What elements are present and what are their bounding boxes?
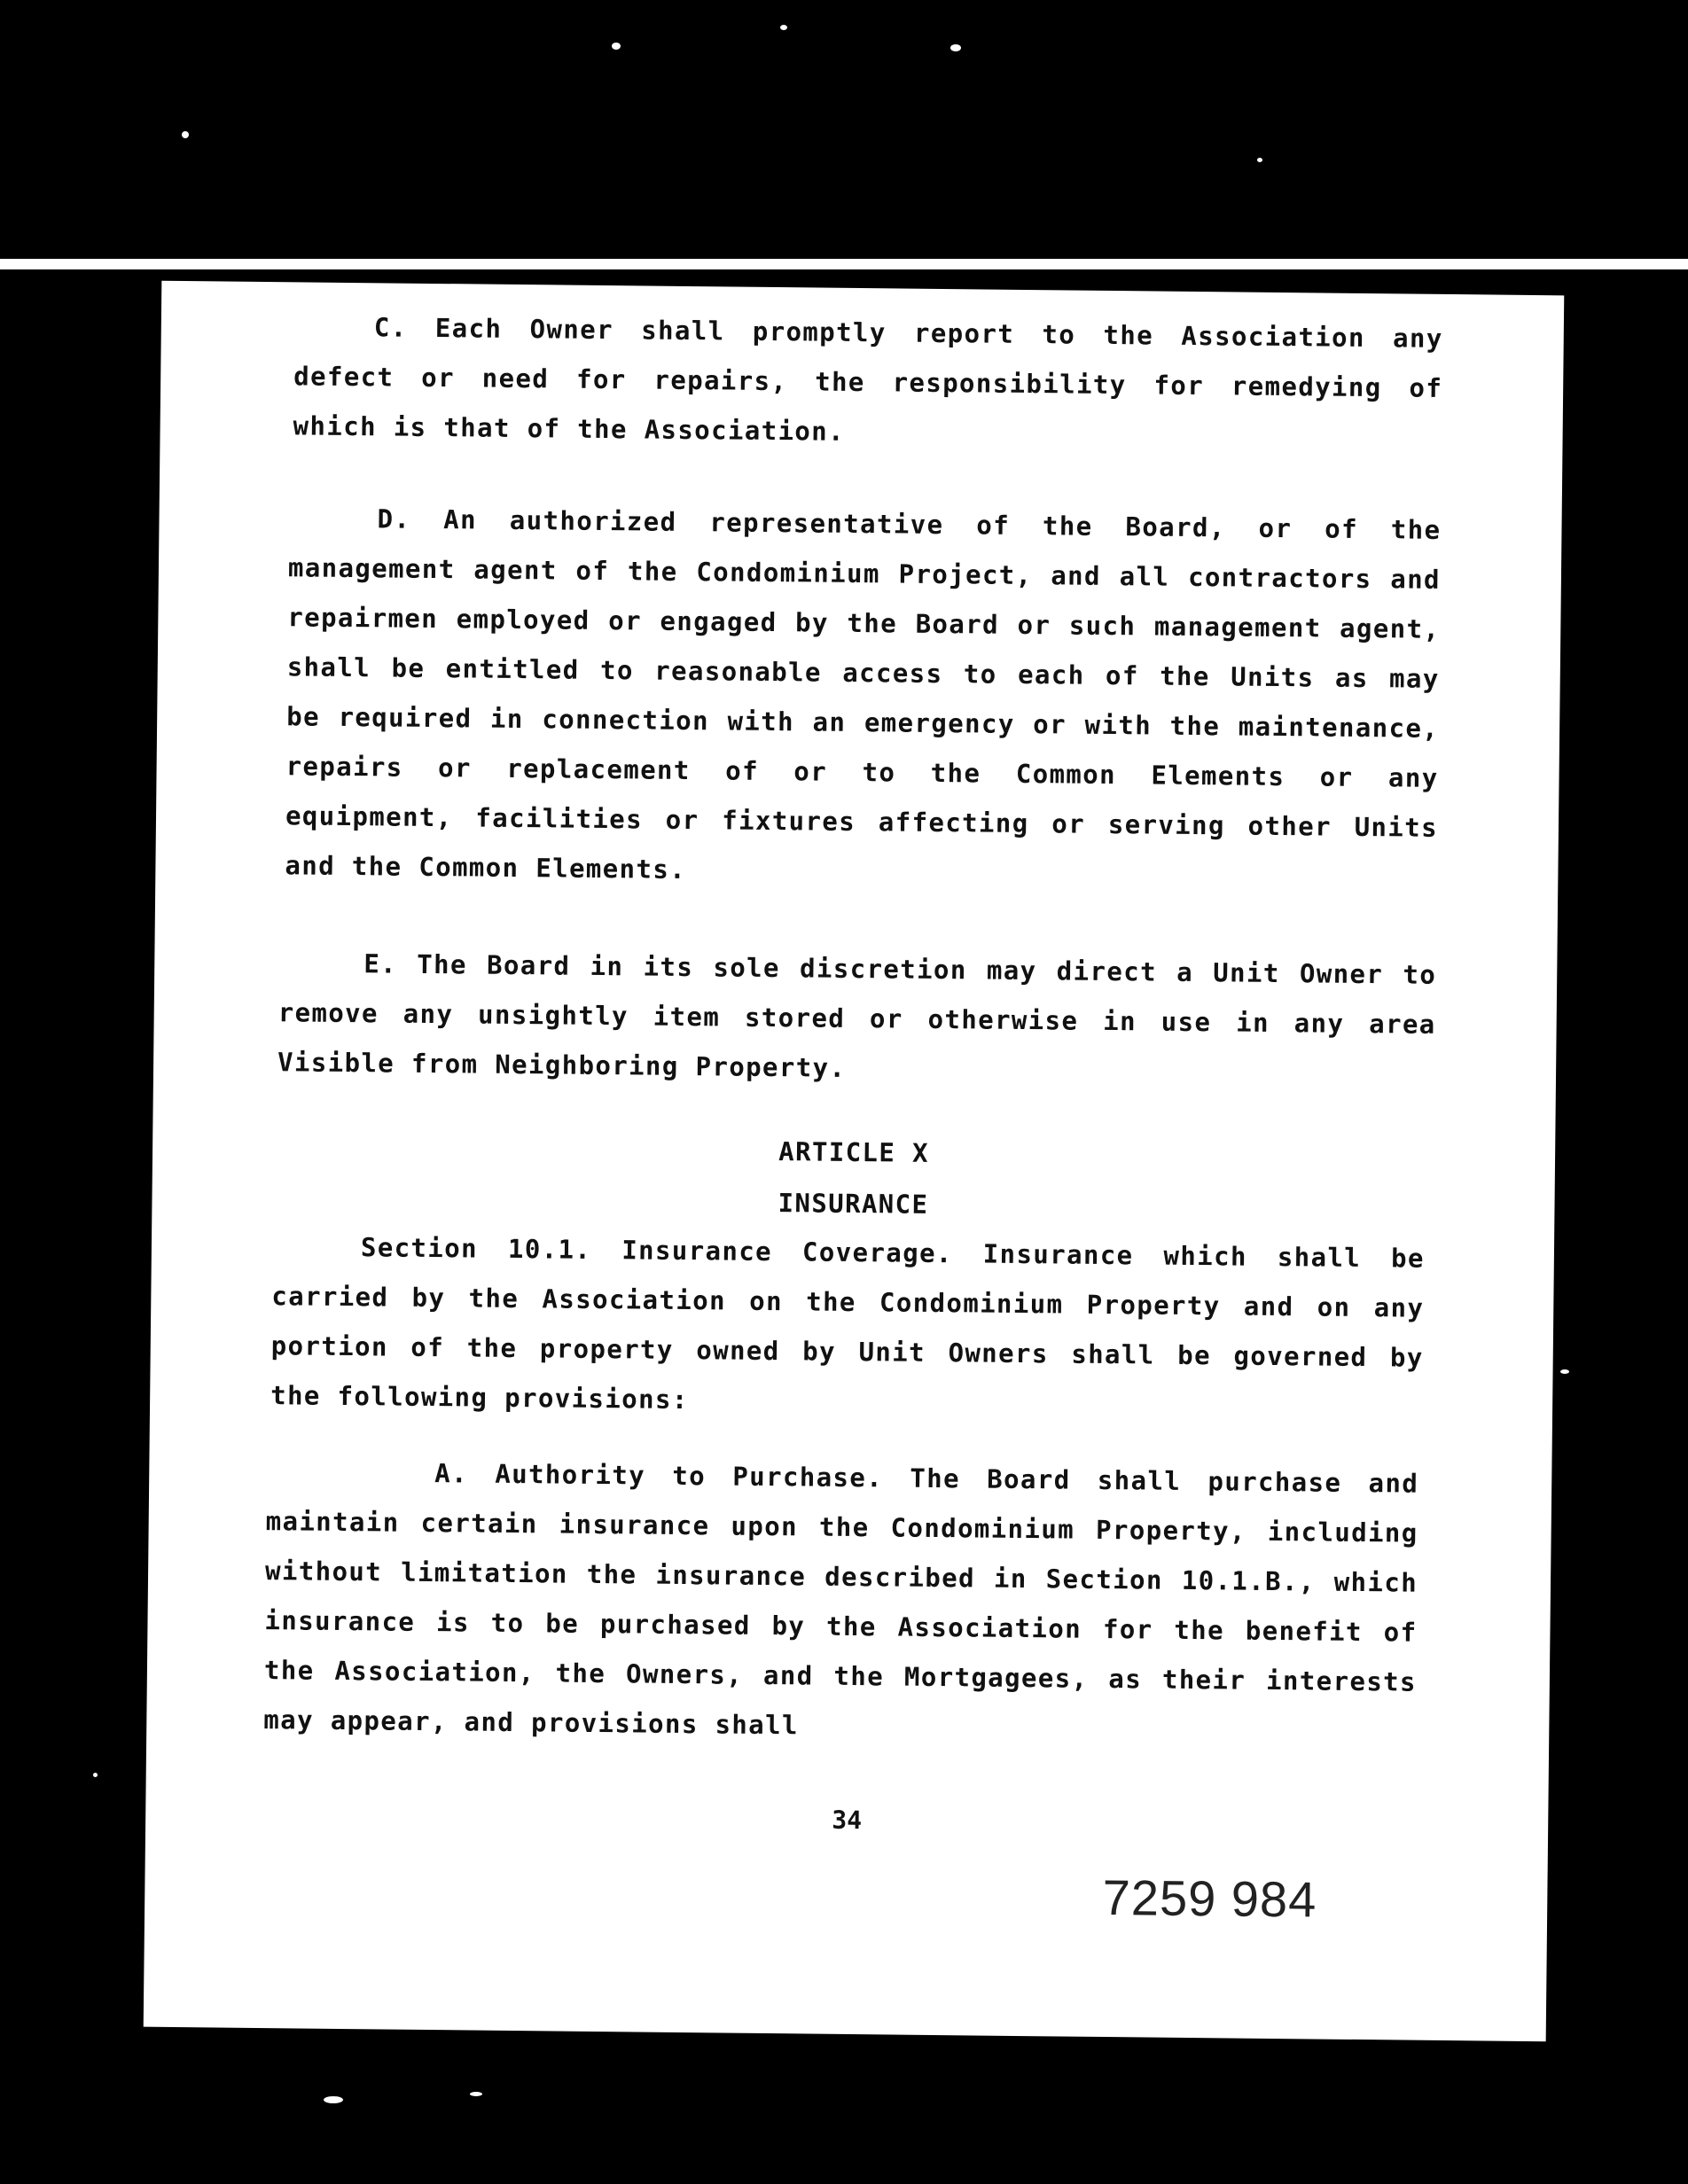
subsection-label: A. (434, 1458, 469, 1489)
paragraph-label: D. (377, 503, 411, 534)
scan-speck (470, 2092, 482, 2096)
scan-speck (612, 43, 621, 50)
scan-speck (93, 1773, 98, 1777)
page-number: 34 (832, 1805, 863, 1836)
paragraph-label: E. (363, 948, 398, 979)
article-number: ARTICLE X (778, 1136, 930, 1168)
scan-speck (1560, 1369, 1569, 1374)
scan-speck (780, 25, 787, 30)
paragraph-text: An authorized representative of the Board, or of the management agent of the Condominium Project, and all contractors and repairmen employed or engaged by the Board or such management agent, shall be entitled to reasonable access to each of the Units as may be required in connection with an emergency or with the maintenance, repairs or replacement of or to the Common Elements or any equipment, facilities or fixtures affecting or serving other Units and the Common Elements. (285, 504, 1442, 885)
article-title: INSURANCE (778, 1188, 929, 1220)
subsection-a (263, 1447, 1418, 1757)
scan-speck (324, 2096, 343, 2103)
subsection-text: Authority to Purchase. The Board shall purchase and maintain certain insurance upon the Condominium Property, including without limitation the insurance described in Section 10.1.B., which insurance is to be purchased by the Association for the benefit of the Association, the Owners, and the Mortgagees, as their interests may appear, and provisions shall (263, 1458, 1419, 1741)
scan-speck (1257, 158, 1262, 162)
section-10-1 (270, 1221, 1425, 1432)
scan-edge-band (0, 259, 1688, 269)
paragraph-text: The Board in its sole discretion may direct a Unit Owner to remove any unsightly item stored or otherwise in use in any area Visible from Neighboring Property. (277, 948, 1437, 1083)
section-text: Section 10.1. Insurance Coverage. Insurance which shall be carried by the Association on the Condominium Property and on any portion of the property owned by Unit Owners shall be governed by the following provisions: (270, 1232, 1426, 1416)
document-page (144, 281, 1565, 2041)
paragraph-d (285, 493, 1442, 902)
recording-stamp: 7259 984 (1102, 1868, 1317, 1928)
scan-speck (182, 131, 189, 138)
paragraph-text: Each Owner shall promptly report to the Association any defect or need for repairs, the responsibility for remedying of which is that of the Association. (293, 313, 1443, 447)
paragraph-label: C. (373, 312, 408, 343)
paragraph-c (293, 301, 1443, 463)
scan-speck (950, 44, 961, 51)
paragraph-e (277, 938, 1437, 1099)
